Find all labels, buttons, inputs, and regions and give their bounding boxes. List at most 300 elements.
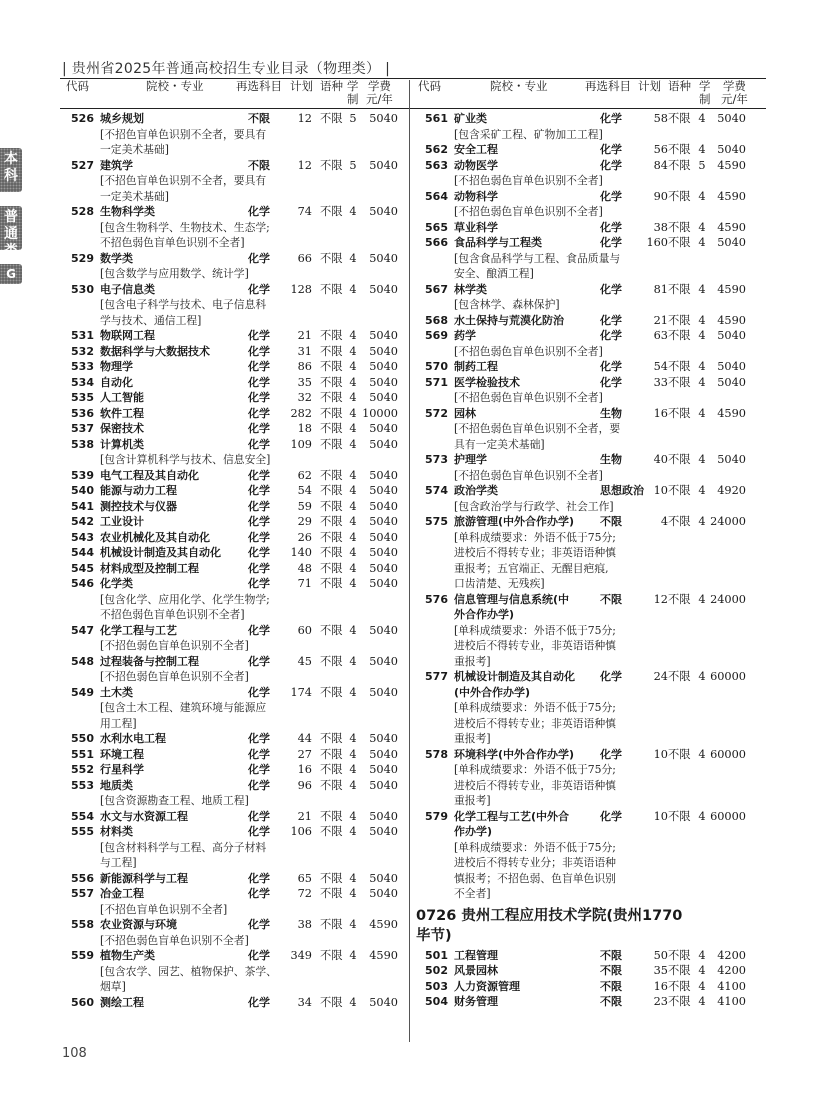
major-lang: 不限 xyxy=(320,484,343,497)
major-note: [不招色弱色盲单色识别不全者] xyxy=(100,933,249,947)
major-code: 504 xyxy=(425,995,448,1008)
major-lang: 不限 xyxy=(320,406,343,420)
major-subject: 化学 xyxy=(248,546,270,559)
major-row xyxy=(62,654,407,670)
major-fee: 10000 xyxy=(362,406,398,420)
major-fee: 4100 xyxy=(717,995,746,1008)
right-majors xyxy=(416,111,766,902)
major-entry xyxy=(62,948,407,995)
major-plan: 4 xyxy=(660,515,668,528)
major-subject: 不限 xyxy=(248,112,270,125)
major-name: 材料类 xyxy=(100,825,133,838)
major-name: 软件工程 xyxy=(100,406,144,420)
major-name: 政治学类 xyxy=(454,484,498,497)
major-code: 537 xyxy=(71,422,94,435)
major-plan: 33 xyxy=(653,375,668,389)
major-entry xyxy=(416,406,766,453)
major-fee: 5040 xyxy=(369,437,398,451)
major-years: 4 xyxy=(349,778,357,792)
school-heading-line1: 0726 贵州工程应用技术学院(贵州1770 xyxy=(416,907,683,924)
major-code: 532 xyxy=(71,344,94,358)
major-fee: 5040 xyxy=(717,236,746,249)
major-fee: 5040 xyxy=(369,360,398,373)
major-note: 用工程] xyxy=(100,716,137,730)
major-row xyxy=(62,158,407,174)
major-plan: 86 xyxy=(297,360,312,373)
major-note: 进校后不得转专业分；非英语语种 xyxy=(454,856,616,869)
major-entry xyxy=(416,592,766,670)
header-school-major-right: 院校・专业 xyxy=(490,79,548,93)
major-code: 567 xyxy=(425,282,448,296)
major-row xyxy=(416,142,766,158)
major-code: 538 xyxy=(71,437,94,451)
major-subject: 生物 xyxy=(600,406,622,420)
major-years: 4 xyxy=(698,360,706,373)
major-years: 4 xyxy=(349,499,357,513)
major-fee: 24000 xyxy=(710,592,746,606)
major-code: 502 xyxy=(425,964,448,977)
major-row xyxy=(416,483,766,499)
major-name: 环境科学(中外合作办学) xyxy=(454,747,575,761)
major-entry xyxy=(416,111,766,142)
major-years: 4 xyxy=(698,670,706,683)
major-code: 563 xyxy=(425,158,448,172)
major-fee: 5040 xyxy=(369,809,398,823)
major-row xyxy=(416,220,766,236)
major-years: 4 xyxy=(349,282,357,296)
major-years: 4 xyxy=(349,809,357,823)
major-row xyxy=(62,824,407,840)
major-subject: 化学 xyxy=(248,747,270,761)
major-row xyxy=(62,406,407,422)
major-years: 4 xyxy=(349,685,357,699)
major-years: 4 xyxy=(698,809,706,823)
major-row xyxy=(416,979,766,995)
major-fee: 5040 xyxy=(369,778,398,792)
major-fee: 24000 xyxy=(710,515,746,528)
major-lang: 不限 xyxy=(668,313,691,327)
major-subject: 化学 xyxy=(248,282,270,296)
major-plan: 54 xyxy=(297,484,312,497)
major-code: 536 xyxy=(71,406,94,420)
major-plan: 106 xyxy=(290,825,312,838)
major-plan: 29 xyxy=(297,515,312,528)
major-note: 一定美术基础] xyxy=(100,189,169,203)
major-entry xyxy=(62,886,407,917)
major-code: 547 xyxy=(71,623,94,637)
major-lang: 不限 xyxy=(668,453,691,466)
major-plan: 35 xyxy=(653,964,668,977)
major-fee: 5040 xyxy=(369,825,398,838)
major-entry xyxy=(62,483,407,499)
major-subject: 化学 xyxy=(248,561,270,575)
major-entry xyxy=(62,514,407,530)
major-fee: 4590 xyxy=(717,406,746,420)
major-name: 医学检验技术 xyxy=(454,375,520,389)
major-code: 534 xyxy=(71,375,94,389)
major-years: 4 xyxy=(349,871,357,885)
major-code: 529 xyxy=(71,251,94,265)
major-code: 555 xyxy=(71,825,94,838)
major-lang: 不限 xyxy=(668,112,691,125)
major-name: 化学工程与工艺 xyxy=(100,623,177,637)
major-note: 口齿清楚、无残疾] xyxy=(454,577,545,590)
major-note: 重报考] xyxy=(454,794,491,807)
major-years: 4 xyxy=(349,577,357,590)
major-plan: 40 xyxy=(653,453,668,466)
major-name: 土木类 xyxy=(100,685,133,699)
major-fee: 4590 xyxy=(369,949,398,962)
major-years: 4 xyxy=(698,979,706,993)
major-plan: 21 xyxy=(297,329,312,342)
header-code-left: 代码 xyxy=(66,79,89,93)
major-fee: 5040 xyxy=(369,732,398,745)
major-code: 526 xyxy=(71,112,94,125)
major-years: 4 xyxy=(698,453,706,466)
major-lang: 不限 xyxy=(320,158,343,172)
major-entry xyxy=(416,809,766,902)
major-lang: 不限 xyxy=(320,329,343,342)
major-name: 动物科学 xyxy=(454,189,498,203)
major-years: 4 xyxy=(349,251,357,265)
major-entry xyxy=(416,235,766,282)
major-lang: 不限 xyxy=(668,747,691,761)
major-note: [包含计算机科学与技术、信息安全] xyxy=(100,453,271,466)
major-plan: 60 xyxy=(297,623,312,637)
major-row xyxy=(62,359,407,375)
major-subject: 化学 xyxy=(248,995,270,1009)
major-years: 4 xyxy=(349,825,357,838)
major-lang: 不限 xyxy=(320,205,343,218)
major-years: 4 xyxy=(349,422,357,435)
major-entry xyxy=(62,995,407,1011)
header-rule xyxy=(60,108,766,109)
major-fee: 4590 xyxy=(717,282,746,296)
major-subject: 化学 xyxy=(248,406,270,420)
header-lang-left: 语种 xyxy=(320,79,343,93)
major-years: 4 xyxy=(349,484,357,497)
major-plan: 48 xyxy=(297,561,312,575)
major-years: 4 xyxy=(349,437,357,451)
major-lang: 不限 xyxy=(668,948,691,962)
header-subject-right: 再选科目 xyxy=(585,79,631,93)
major-code: 571 xyxy=(425,375,448,389)
major-row xyxy=(62,623,407,639)
major-years: 4 xyxy=(698,948,706,962)
major-name: 食品科学与工程类 xyxy=(454,236,542,249)
major-lang: 不限 xyxy=(320,871,343,885)
major-plan: 59 xyxy=(297,499,312,513)
major-code: 551 xyxy=(71,747,94,761)
major-fee: 4100 xyxy=(717,979,746,993)
major-name: 新能源科学与工程 xyxy=(100,871,188,885)
major-note: [单科成绩要求：外语不低于75分; xyxy=(454,763,616,776)
major-code: 577 xyxy=(425,670,448,683)
major-row xyxy=(62,762,407,778)
major-note: [包含农学、园艺、植物保护、茶学、 xyxy=(100,964,277,978)
major-plan: 74 xyxy=(297,205,312,218)
major-row xyxy=(62,390,407,406)
major-note: [不招色弱色盲单色识别不全者，要 xyxy=(454,422,621,435)
major-subject: 化学 xyxy=(248,918,270,931)
header-lang-right: 语种 xyxy=(668,79,691,93)
major-plan: 174 xyxy=(290,685,312,699)
major-subject: 化学 xyxy=(248,484,270,497)
major-lang: 不限 xyxy=(320,732,343,745)
major-fee: 5040 xyxy=(717,143,746,156)
major-years: 4 xyxy=(698,112,706,125)
major-lang: 不限 xyxy=(320,422,343,435)
major-note: [单科成绩要求：外语不低于75分; xyxy=(454,840,616,854)
major-code: 544 xyxy=(71,546,94,559)
major-code: 539 xyxy=(71,468,94,482)
major-note: 重报考] xyxy=(454,732,491,745)
major-note: 不全者] xyxy=(454,887,491,900)
header-years-right: 学 制 xyxy=(699,79,711,106)
major-lang: 不限 xyxy=(320,546,343,559)
major-code: 549 xyxy=(71,685,94,699)
major-row xyxy=(62,514,407,530)
major-subject: 化学 xyxy=(248,809,270,823)
major-row xyxy=(416,359,766,375)
major-entry xyxy=(62,545,407,561)
major-lang: 不限 xyxy=(668,143,691,156)
major-plan: 12 xyxy=(297,112,312,125)
major-note: [不招色弱色盲单色识别不全者] xyxy=(454,344,603,358)
major-name: 信息管理与信息系统(中 xyxy=(454,592,570,606)
page-number: 108 xyxy=(62,1046,87,1061)
major-entry xyxy=(62,158,407,205)
major-entry xyxy=(416,189,766,220)
major-code: 533 xyxy=(71,360,94,373)
major-code: 579 xyxy=(425,809,448,823)
major-note: [不招色弱色盲单色识别不全者] xyxy=(454,174,603,187)
major-plan: 71 xyxy=(297,577,312,590)
major-row xyxy=(416,282,766,298)
major-plan: 16 xyxy=(653,979,668,993)
major-row xyxy=(416,406,766,422)
major-note: 烟草] xyxy=(100,980,126,993)
major-note: [包含生物科学、生物技术、生态学; xyxy=(100,220,270,234)
major-subject: 不限 xyxy=(600,515,622,528)
major-subject: 化学 xyxy=(600,747,622,761)
major-code: 562 xyxy=(425,143,448,156)
major-lang: 不限 xyxy=(668,964,691,977)
tab-general: 普通类 xyxy=(0,206,22,250)
school-majors xyxy=(416,948,766,1010)
major-code: 553 xyxy=(71,778,94,792)
major-row xyxy=(62,778,407,794)
major-code: 548 xyxy=(71,654,94,668)
major-years: 4 xyxy=(349,530,357,544)
major-entry xyxy=(62,111,407,158)
major-fee: 60000 xyxy=(710,809,746,823)
major-subject: 化学 xyxy=(248,499,270,513)
major-name: 机械设计制造及其自动化 xyxy=(100,546,221,559)
major-row xyxy=(62,917,407,933)
major-note: [包含食品科学与工程、食品质量与 xyxy=(454,251,621,265)
header-fee-right: 学费 元/年 xyxy=(721,79,748,106)
major-row xyxy=(416,747,766,763)
left-column xyxy=(62,111,407,1010)
major-subject: 化学 xyxy=(248,825,270,838)
major-name: 水文与水资源工程 xyxy=(100,809,188,823)
major-fee: 5040 xyxy=(369,468,398,482)
major-subject: 不限 xyxy=(600,995,622,1008)
major-name: 电子信息类 xyxy=(100,282,155,296)
major-years: 4 xyxy=(349,887,357,900)
major-subject: 化学 xyxy=(600,112,622,125)
major-entry xyxy=(62,282,407,329)
major-plan: 349 xyxy=(290,949,312,962)
major-fee: 5040 xyxy=(369,623,398,637)
major-entry xyxy=(62,204,407,251)
major-name: 农业机械化及其自动化 xyxy=(100,530,210,544)
major-row xyxy=(62,685,407,701)
major-note: [不招色弱色盲单色识别不全者] xyxy=(454,391,603,404)
major-row xyxy=(62,251,407,267)
major-plan: 50 xyxy=(653,948,668,962)
major-code: 576 xyxy=(425,592,448,606)
major-name: 水土保持与荒漠化防治 xyxy=(454,313,564,327)
major-fee: 5040 xyxy=(369,546,398,559)
major-code: 528 xyxy=(71,205,94,218)
major-name: 工程管理 xyxy=(454,948,498,962)
major-entry xyxy=(416,158,766,189)
major-years: 4 xyxy=(349,546,357,559)
major-subject: 化学 xyxy=(600,143,622,156)
major-name: 数学类 xyxy=(100,251,133,265)
major-name: 行星科学 xyxy=(100,763,144,776)
major-fee: 5040 xyxy=(369,251,398,265)
major-lang: 不限 xyxy=(320,887,343,900)
major-plan: 16 xyxy=(653,406,668,420)
major-row xyxy=(416,514,766,530)
major-row xyxy=(416,313,766,329)
major-entry xyxy=(62,762,407,778)
major-name: 电气工程及其自动化 xyxy=(100,468,199,482)
major-name: 物联网工程 xyxy=(100,329,155,342)
major-fee: 4590 xyxy=(717,313,746,327)
major-row xyxy=(62,545,407,561)
major-lang: 不限 xyxy=(668,515,691,528)
major-lang: 不限 xyxy=(320,623,343,637)
major-entry xyxy=(416,375,766,406)
major-entry xyxy=(416,359,766,375)
major-row xyxy=(62,871,407,887)
major-lang: 不限 xyxy=(320,763,343,776)
major-entry xyxy=(62,499,407,515)
major-code: 578 xyxy=(425,747,448,761)
major-years: 4 xyxy=(349,623,357,637)
major-code: 568 xyxy=(425,313,448,327)
major-code: 503 xyxy=(425,979,448,993)
major-subject: 不限 xyxy=(600,592,622,606)
major-fee: 5040 xyxy=(369,391,398,404)
major-note: 学与技术、通信工程] xyxy=(100,313,202,327)
major-lang: 不限 xyxy=(668,995,691,1008)
title-text: 贵州省2025年普通高校招生专业目录（物理类） xyxy=(71,61,381,77)
major-row xyxy=(62,731,407,747)
major-subject: 化学 xyxy=(600,809,622,823)
major-note: [包含数学与应用数学、统计学] xyxy=(100,267,249,280)
major-note: 具有一定美术基础] xyxy=(454,437,545,451)
major-entry xyxy=(62,421,407,437)
major-subject: 化学 xyxy=(600,313,622,327)
major-fee: 4590 xyxy=(717,220,746,234)
major-name: 机械设计制造及其自动化 xyxy=(454,670,575,683)
major-entry xyxy=(62,917,407,948)
major-note: 安全、酿酒工程] xyxy=(454,267,534,280)
major-years: 4 xyxy=(698,995,706,1008)
major-code: 564 xyxy=(425,189,448,203)
major-plan: 10 xyxy=(653,809,668,823)
major-code: 561 xyxy=(425,112,448,125)
major-fee: 5040 xyxy=(369,158,398,172)
major-entry xyxy=(62,468,407,484)
major-code: 573 xyxy=(425,453,448,466)
major-plan: 63 xyxy=(653,329,668,342)
major-fee: 5040 xyxy=(369,887,398,900)
major-plan: 21 xyxy=(653,313,668,327)
major-years: 4 xyxy=(349,344,357,358)
major-plan: 58 xyxy=(653,112,668,125)
major-plan: 45 xyxy=(297,654,312,668)
major-note: [包含林学、森林保护] xyxy=(454,298,560,311)
major-lang: 不限 xyxy=(668,158,691,172)
tab-undergraduate: 本科 xyxy=(0,148,22,192)
major-code: 558 xyxy=(71,918,94,931)
major-row xyxy=(416,189,766,205)
major-plan: 44 xyxy=(297,732,312,745)
major-years: 4 xyxy=(698,220,706,234)
major-plan: 81 xyxy=(653,282,668,296)
major-fee: 5040 xyxy=(369,515,398,528)
major-name: 计算机类 xyxy=(100,437,144,451)
major-entry xyxy=(62,654,407,685)
major-years: 4 xyxy=(698,313,706,327)
right-column xyxy=(416,111,766,1010)
major-subject: 化学 xyxy=(600,329,622,342)
major-plan: 128 xyxy=(290,282,312,296)
major-name: 化学工程与工艺(中外合 xyxy=(454,809,570,823)
major-row xyxy=(416,375,766,391)
header-plan-right: 计划 xyxy=(638,79,661,93)
major-entry xyxy=(62,871,407,887)
major-note: [不招色弱色盲单色识别不全者] xyxy=(454,468,603,482)
side-tabs xyxy=(0,148,22,298)
major-fee: 5040 xyxy=(369,561,398,575)
major-fee: 5040 xyxy=(369,499,398,513)
major-entry xyxy=(416,669,766,747)
major-years: 4 xyxy=(349,360,357,373)
major-code: 556 xyxy=(71,871,94,885)
major-subject: 化学 xyxy=(248,360,270,373)
major-name: 环境工程 xyxy=(100,747,144,761)
major-lang: 不限 xyxy=(320,437,343,451)
major-subject: 化学 xyxy=(248,871,270,885)
major-entry xyxy=(62,328,407,344)
major-plan: 12 xyxy=(297,158,312,172)
major-note: [单科成绩要求：外语不低于75分; xyxy=(454,701,616,714)
major-years: 4 xyxy=(698,282,706,296)
major-note: [不招色盲单色识别不全者，要具有 xyxy=(100,174,267,187)
major-years: 4 xyxy=(349,515,357,528)
major-entry xyxy=(62,731,407,747)
major-subject: 化学 xyxy=(248,732,270,745)
major-name-continued: 外合作办学) xyxy=(454,608,515,621)
major-subject: 化学 xyxy=(600,375,622,389)
